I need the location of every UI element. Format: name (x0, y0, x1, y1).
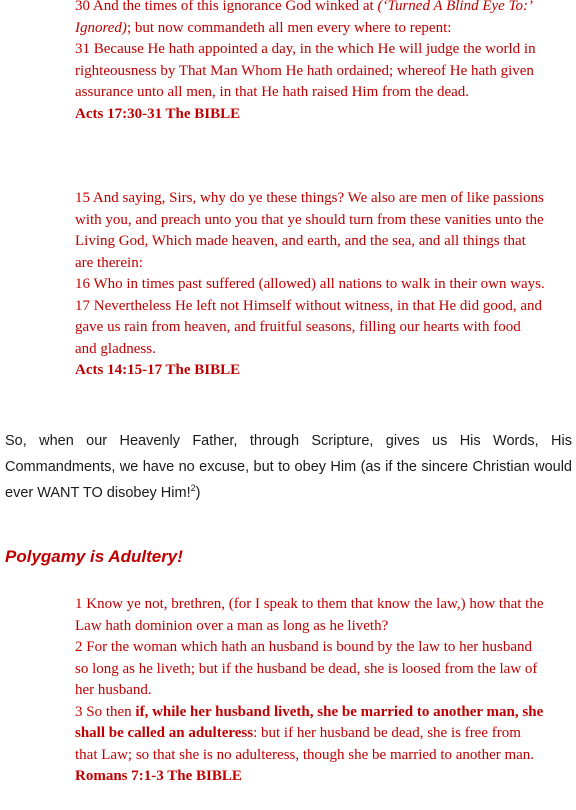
verse-30-gloss: (‘Turned A Blind Eye To:’ Ignored) (75, 0, 532, 36)
verse-1: 1 Know ye not, brethren, (for I speak to them that know the law,) how that the Law hath dominion over a man as long as he liveth? (75, 596, 544, 634)
verse-17: 17 Nevertheless He left not Himself without witness, in that He did good, and gave us rain from heaven, and fruitful seasons, filling our hearts with food and gladness. (75, 297, 542, 357)
verse-3-emphasis: if, while her husband liveth, she be married to another man, she shall be called an adulteress (75, 703, 544, 741)
verse-15: 15 And saying, Sirs, why do ye these things? We also are men of like passions with you, and preach unto you that ye should turn from these vanities unto the Living God, Which made heaven, and earth, and the sea, and all things that are therein: (75, 190, 544, 271)
scripture-quote-romans-7 (75, 594, 545, 788)
scripture-reference: Acts 17:30-31 The BIBLE (75, 105, 241, 122)
scripture-quote-acts-17 (75, 0, 545, 125)
scripture-quote-acts-14 (75, 188, 545, 382)
footnote-marker[interactable]: 2 (190, 483, 196, 494)
paragraph-text: So, when our Heavenly Father, through Scripture, gives us His Words, His Commandments, we have no excuse, but to obey Him (as if the sincere Christian would ever WANT TO disobey Him! (5, 433, 572, 501)
paragraph-close: ) (195, 485, 201, 501)
verse-31: 31 Because He hath appointed a day, in the which He will judge the world in righteousness by That Man Whom He hath ordained; whereof He hath given assurance unto all men, in that He hath raised Him from the dead. (75, 41, 536, 100)
verse-30 (75, 0, 545, 39)
scripture-reference: Acts 14:15-17 The BIBLE (75, 362, 241, 378)
section-heading: Polygamy is Adultery! (5, 547, 183, 566)
verse-30-text-end: ; but now commandeth all men every where to repent: (126, 19, 452, 36)
verse-3-text-end: : but if her husband be dead, she is free from that Law; so that she is no adulteress, though she be married to another man. (75, 725, 535, 763)
verse-3-text: 3 So then (75, 703, 136, 720)
body-paragraph (5, 428, 572, 506)
verse-3 (75, 702, 545, 767)
scripture-reference: Romans 7:1-3 The BIBLE (75, 768, 242, 784)
verse-2: 2 For the woman which hath an husband is bound by the law to her husband so long as he liveth; but if the husband be dead, she is loosed from the law of her husband. (75, 639, 538, 698)
verse-16: 16 Who in times past suffered (allowed) all nations to walk in their own ways. (75, 276, 545, 292)
verse-30-text: 30 And the times of this ignorance God winked at (75, 0, 378, 14)
